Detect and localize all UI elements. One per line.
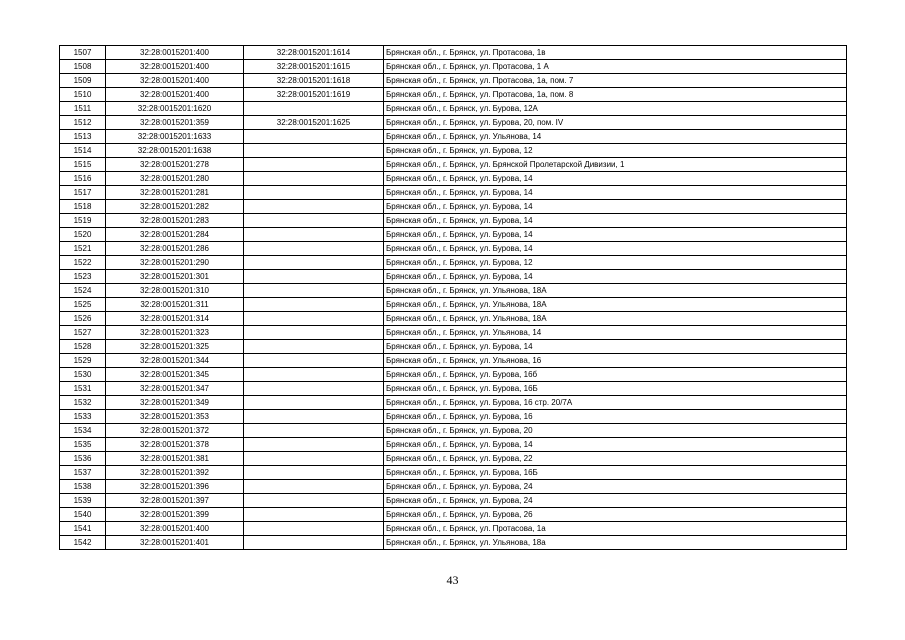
row-number-cell: 1541 [60, 522, 106, 536]
related-cadastral-number-cell [244, 368, 384, 382]
row-number-cell: 1516 [60, 172, 106, 186]
cadastral-number-cell: 32:28:0015201:280 [106, 172, 244, 186]
address-cell: Брянская обл., г. Брянск, ул. Бурова, 14 [384, 200, 847, 214]
table-row [60, 340, 847, 354]
row-number-cell: 1526 [60, 312, 106, 326]
related-cadastral-number-cell [244, 214, 384, 228]
cadastral-number-cell: 32:28:0015201:290 [106, 256, 244, 270]
related-cadastral-number-cell [244, 480, 384, 494]
address-cell: Брянская обл., г. Брянск, ул. Бурова, 14 [384, 270, 847, 284]
cadastral-number-cell: 32:28:0015201:372 [106, 424, 244, 438]
address-cell: Брянская обл., г. Брянск, ул. Бурова, 16 [384, 410, 847, 424]
row-number-cell: 1507 [60, 46, 106, 60]
cadastral-number-cell: 32:28:0015201:400 [106, 88, 244, 102]
table-row [60, 410, 847, 424]
cadastral-number-cell: 32:28:0015201:359 [106, 116, 244, 130]
table-row [60, 508, 847, 522]
related-cadastral-number-cell [244, 298, 384, 312]
table-row [60, 438, 847, 452]
row-number-cell: 1509 [60, 74, 106, 88]
related-cadastral-number-cell [244, 508, 384, 522]
address-cell: Брянская обл., г. Брянск, ул. Бурова, 20 [384, 424, 847, 438]
row-number-cell: 1532 [60, 396, 106, 410]
address-cell: Брянская обл., г. Брянск, ул. Бурова, 12 [384, 144, 847, 158]
row-number-cell: 1520 [60, 228, 106, 242]
table-row [60, 452, 847, 466]
cadastral-number-cell: 32:28:0015201:344 [106, 354, 244, 368]
cadastral-number-cell: 32:28:0015201:400 [106, 46, 244, 60]
page-number: 43 [446, 573, 459, 587]
address-cell: Брянская обл., г. Брянск, ул. Брянской Пролетарской Дивизии, 1 [384, 158, 847, 172]
address-cell: Брянская обл., г. Брянск, ул. Бурова, 24 [384, 494, 847, 508]
cadastral-number-cell: 32:28:0015201:378 [106, 438, 244, 452]
related-cadastral-number-cell [244, 438, 384, 452]
row-number-cell: 1536 [60, 452, 106, 466]
row-number-cell: 1540 [60, 508, 106, 522]
row-number-cell: 1514 [60, 144, 106, 158]
table-row [60, 144, 847, 158]
table-row [60, 424, 847, 438]
table-row [60, 354, 847, 368]
cadastral-number-cell: 32:28:0015201:347 [106, 382, 244, 396]
cadastral-number-cell: 32:28:0015201:1633 [106, 130, 244, 144]
related-cadastral-number-cell [244, 410, 384, 424]
cadastral-number-cell: 32:28:0015201:399 [106, 508, 244, 522]
table-row [60, 116, 847, 130]
cadastral-number-cell: 32:28:0015201:1620 [106, 102, 244, 116]
address-cell: Брянская обл., г. Брянск, ул. Бурова, 26 [384, 508, 847, 522]
row-number-cell: 1528 [60, 340, 106, 354]
row-number-cell: 1517 [60, 186, 106, 200]
address-cell: Брянская обл., г. Брянск, ул. Ульянова, 18А [384, 298, 847, 312]
address-cell: Брянская обл., г. Брянск, ул. Бурова, 14 [384, 340, 847, 354]
cadastral-number-cell: 32:28:0015201:349 [106, 396, 244, 410]
row-number-cell: 1538 [60, 480, 106, 494]
table-row [60, 46, 847, 60]
address-cell: Брянская обл., г. Брянск, ул. Ульянова, 18А [384, 284, 847, 298]
related-cadastral-number-cell [244, 340, 384, 354]
table-row [60, 242, 847, 256]
table-row [60, 466, 847, 480]
related-cadastral-number-cell [244, 172, 384, 186]
row-number-cell: 1518 [60, 200, 106, 214]
address-cell: Брянская обл., г. Брянск, ул. Ульянова, 14 [384, 130, 847, 144]
table-row [60, 312, 847, 326]
row-number-cell: 1530 [60, 368, 106, 382]
related-cadastral-number-cell [244, 326, 384, 340]
related-cadastral-number-cell [244, 466, 384, 480]
row-number-cell: 1522 [60, 256, 106, 270]
address-cell: Брянская обл., г. Брянск, ул. Бурова, 20, пом. IV [384, 116, 847, 130]
related-cadastral-number-cell [244, 382, 384, 396]
related-cadastral-number-cell: 32:28:0015201:1625 [244, 116, 384, 130]
address-cell: Брянская обл., г. Брянск, ул. Бурова, 14 [384, 186, 847, 200]
cadastral-number-cell: 32:28:0015201:314 [106, 312, 244, 326]
related-cadastral-number-cell: 32:28:0015201:1614 [244, 46, 384, 60]
table-row [60, 536, 847, 550]
related-cadastral-number-cell [244, 228, 384, 242]
table-row [60, 256, 847, 270]
row-number-cell: 1508 [60, 60, 106, 74]
address-cell: Брянская обл., г. Брянск, ул. Бурова, 16б [384, 368, 847, 382]
cadastral-number-cell: 32:28:0015201:284 [106, 228, 244, 242]
table-row [60, 228, 847, 242]
cadastral-number-cell: 32:28:0015201:1638 [106, 144, 244, 158]
cadastral-number-cell: 32:28:0015201:301 [106, 270, 244, 284]
cadastral-number-cell: 32:28:0015201:310 [106, 284, 244, 298]
row-number-cell: 1523 [60, 270, 106, 284]
cadastral-number-cell: 32:28:0015201:345 [106, 368, 244, 382]
row-number-cell: 1529 [60, 354, 106, 368]
table-row [60, 88, 847, 102]
table-row [60, 200, 847, 214]
row-number-cell: 1534 [60, 424, 106, 438]
related-cadastral-number-cell: 32:28:0015201:1618 [244, 74, 384, 88]
row-number-cell: 1511 [60, 102, 106, 116]
related-cadastral-number-cell [244, 144, 384, 158]
row-number-cell: 1525 [60, 298, 106, 312]
cadastral-number-cell: 32:28:0015201:311 [106, 298, 244, 312]
row-number-cell: 1521 [60, 242, 106, 256]
address-cell: Брянская обл., г. Брянск, ул. Бурова, 14 [384, 438, 847, 452]
table-body [60, 46, 847, 550]
table-row [60, 270, 847, 284]
related-cadastral-number-cell [244, 256, 384, 270]
related-cadastral-number-cell [244, 102, 384, 116]
cadastral-number-cell: 32:28:0015201:400 [106, 74, 244, 88]
table-row [60, 368, 847, 382]
address-cell: Брянская обл., г. Брянск, ул. Ульянова, 18А [384, 312, 847, 326]
address-cell: Брянская обл., г. Брянск, ул. Ульянова, 14 [384, 326, 847, 340]
cadastral-number-cell: 32:28:0015201:325 [106, 340, 244, 354]
table-row [60, 396, 847, 410]
row-number-cell: 1531 [60, 382, 106, 396]
related-cadastral-number-cell [244, 396, 384, 410]
table-row [60, 130, 847, 144]
cadastral-number-cell: 32:28:0015201:282 [106, 200, 244, 214]
table-row [60, 158, 847, 172]
address-cell: Брянская обл., г. Брянск, ул. Протасова, 1в [384, 46, 847, 60]
related-cadastral-number-cell [244, 522, 384, 536]
table-row [60, 172, 847, 186]
cadastral-number-cell: 32:28:0015201:286 [106, 242, 244, 256]
cadastral-number-cell: 32:28:0015201:401 [106, 536, 244, 550]
related-cadastral-number-cell [244, 424, 384, 438]
cadastral-number-cell: 32:28:0015201:400 [106, 522, 244, 536]
address-cell: Брянская обл., г. Брянск, ул. Бурова, 16Б [384, 466, 847, 480]
related-cadastral-number-cell [244, 242, 384, 256]
row-number-cell: 1512 [60, 116, 106, 130]
row-number-cell: 1542 [60, 536, 106, 550]
cadastral-number-cell: 32:28:0015201:397 [106, 494, 244, 508]
cadastral-number-cell: 32:28:0015201:400 [106, 60, 244, 74]
related-cadastral-number-cell [244, 158, 384, 172]
cadastral-table [59, 45, 847, 550]
table-row [60, 74, 847, 88]
cadastral-number-cell: 32:28:0015201:283 [106, 214, 244, 228]
table-row [60, 214, 847, 228]
address-cell: Брянская обл., г. Брянск, ул. Бурова, 22 [384, 452, 847, 466]
related-cadastral-number-cell [244, 354, 384, 368]
address-cell: Брянская обл., г. Брянск, ул. Бурова, 24 [384, 480, 847, 494]
table-row [60, 298, 847, 312]
table-row [60, 186, 847, 200]
address-cell: Брянская обл., г. Брянск, ул. Бурова, 14 [384, 242, 847, 256]
related-cadastral-number-cell [244, 200, 384, 214]
row-number-cell: 1537 [60, 466, 106, 480]
address-cell: Брянская обл., г. Брянск, ул. Бурова, 14 [384, 214, 847, 228]
related-cadastral-number-cell [244, 494, 384, 508]
table-row [60, 326, 847, 340]
address-cell: Брянская обл., г. Брянск, ул. Бурова, 14 [384, 172, 847, 186]
row-number-cell: 1515 [60, 158, 106, 172]
related-cadastral-number-cell [244, 312, 384, 326]
table-row [60, 102, 847, 116]
related-cadastral-number-cell [244, 284, 384, 298]
cadastral-number-cell: 32:28:0015201:323 [106, 326, 244, 340]
row-number-cell: 1519 [60, 214, 106, 228]
cadastral-number-cell: 32:28:0015201:381 [106, 452, 244, 466]
table-row [60, 480, 847, 494]
address-cell: Брянская обл., г. Брянск, ул. Бурова, 16 стр. 20/7А [384, 396, 847, 410]
address-cell: Брянская обл., г. Брянск, ул. Бурова, 12А [384, 102, 847, 116]
address-cell: Брянская обл., г. Брянск, ул. Ульянова, 18а [384, 536, 847, 550]
address-cell: Брянская обл., г. Брянск, ул. Протасова, 1а, пом. 7 [384, 74, 847, 88]
address-cell: Брянская обл., г. Брянск, ул. Протасова, 1а, пом. 8 [384, 88, 847, 102]
row-number-cell: 1513 [60, 130, 106, 144]
related-cadastral-number-cell: 32:28:0015201:1619 [244, 88, 384, 102]
address-cell: Брянская обл., г. Брянск, ул. Протасова, 1 А [384, 60, 847, 74]
row-number-cell: 1524 [60, 284, 106, 298]
related-cadastral-number-cell [244, 452, 384, 466]
related-cadastral-number-cell [244, 130, 384, 144]
related-cadastral-number-cell [244, 186, 384, 200]
address-cell: Брянская обл., г. Брянск, ул. Бурова, 14 [384, 228, 847, 242]
related-cadastral-number-cell [244, 270, 384, 284]
address-cell: Брянская обл., г. Брянск, ул. Бурова, 16Б [384, 382, 847, 396]
table-row [60, 382, 847, 396]
cadastral-number-cell: 32:28:0015201:353 [106, 410, 244, 424]
table-row [60, 284, 847, 298]
address-cell: Брянская обл., г. Брянск, ул. Бурова, 12 [384, 256, 847, 270]
cadastral-number-cell: 32:28:0015201:278 [106, 158, 244, 172]
row-number-cell: 1535 [60, 438, 106, 452]
row-number-cell: 1539 [60, 494, 106, 508]
cadastral-number-cell: 32:28:0015201:281 [106, 186, 244, 200]
row-number-cell: 1510 [60, 88, 106, 102]
row-number-cell: 1533 [60, 410, 106, 424]
cadastral-number-cell: 32:28:0015201:392 [106, 466, 244, 480]
related-cadastral-number-cell: 32:28:0015201:1615 [244, 60, 384, 74]
row-number-cell: 1527 [60, 326, 106, 340]
address-cell: Брянская обл., г. Брянск, ул. Ульянова, 16 [384, 354, 847, 368]
address-cell: Брянская обл., г. Брянск, ул. Протасова, 1а [384, 522, 847, 536]
table-row [60, 60, 847, 74]
table-row [60, 494, 847, 508]
cadastral-number-cell: 32:28:0015201:396 [106, 480, 244, 494]
related-cadastral-number-cell [244, 536, 384, 550]
table-row [60, 522, 847, 536]
